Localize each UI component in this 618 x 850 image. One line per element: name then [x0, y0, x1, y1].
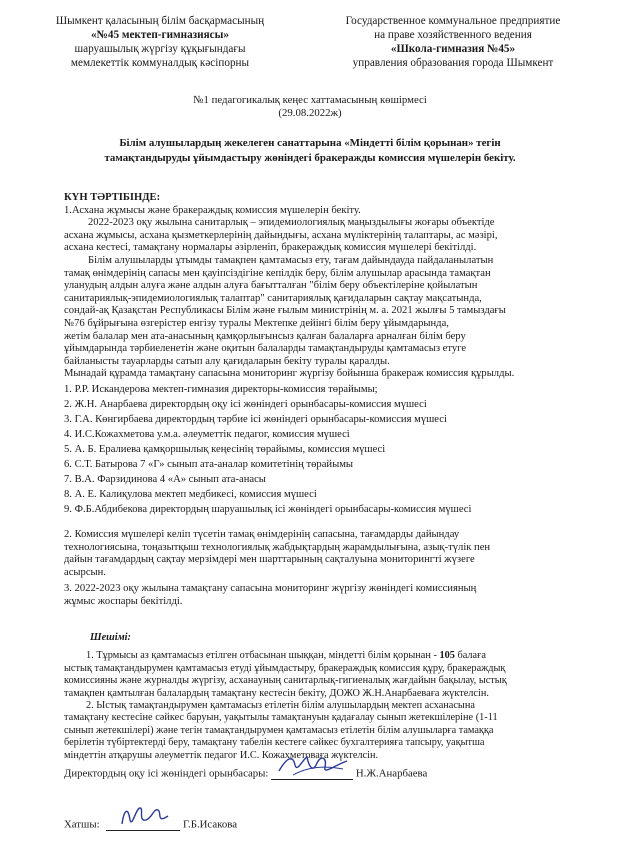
agenda-para-1-l1: 2022-2023 оқу жылына санитарлық – эпидемиологиялық маңыздылығы жоғары объектіде [88, 217, 495, 229]
secretary-name: Г.Б.Исакова [183, 818, 237, 831]
agenda-item-2-l1: 2. Комиссия мүшелері келіп түсетін тамақ өнімдерінің сапасына, тағамдарды дайындау [64, 528, 460, 540]
agenda-item-3 [64, 583, 594, 608]
title-line2: тамақтандыруды ұйымдастыру жөніндегі бракеражды комиссия мүшелерін бекіту. [104, 152, 516, 164]
handwritten-signature-icon [273, 753, 355, 779]
list-item: 2. Ж.Н. Анарбаева директордың оқу ісі жөніндегі орынбасары-комиссия мүшесі [64, 398, 427, 410]
header-right-line1: Государственное коммунальное предприятие [345, 15, 561, 27]
list-item: 1. Р.Р. Искандерова мектеп-гимназия директоры-комиссия төрайымы; [64, 383, 378, 395]
decision-1-l2: ыстық тамақтандырумен қамтамасыз етуді ұйымдастыру, бракераждық комиссия құру, бракераждық [64, 662, 506, 674]
header-right-school-name: «Школа-гимназия №45» [390, 43, 516, 55]
title-line1: Білім алушылардың жекелеген санаттарына «Міндетті білім қорынан» тегін [119, 137, 501, 149]
decision-1-l1 [64, 650, 594, 662]
decision-1-text: 1. Тұрмысы аз қамтамасыз етілген отбасынан шыққан, міндетті білім қорынан - [86, 650, 437, 662]
protocol-line: №1 педагогикалық кеңес хаттамасының көшірмесі [193, 94, 427, 106]
agenda-item-3-l2: жұмыс жоспары бекітілді. [64, 595, 183, 607]
agenda-para-2-l9: байланысты тауарларды сатып алу қағидаларын бекіту туралы қаралды. [64, 355, 390, 367]
list-item: 4. И.С.Кожахметова у.м.а. әлеуметтік педагог, комиссия мүшесі [64, 428, 350, 440]
header-left-school-name: «№45 мектеп-гимназиясы» [91, 29, 229, 41]
agenda-item-2-l3: дайын тағамдардың сақтау мерзімдері мен шарттарының сақталуына мониторингті жүзеге [64, 554, 475, 566]
agenda-para-2-l8: ұйымдарында тәрбиеленетін және оқитын балаларды тамақтандыруды қамтамасыз етуге [64, 343, 467, 355]
decision-2-l4: берілетін түбіртектерді беру, тамақтану табелін кестеге сәйкес бухгалтерияға тапсыру, уақытша [64, 737, 485, 749]
decision-1-l4: тамақпен қамтылған балалардың тамақтану кестесін бекіту, ДОЖО Ж.Н.Анарбаеваға жүктелсін. [64, 687, 489, 699]
protocol-copy [60, 94, 560, 119]
agenda-para-2-l4: санитариялық-эпидемиологиялық талаптар" санитариялық қағидаларын сақтау мақсатында, [64, 292, 482, 304]
agenda-item-2 [64, 529, 594, 579]
decision-heading: Шешімі: [90, 632, 131, 643]
decision-1-count: 105 [439, 650, 455, 662]
decision-section [64, 632, 594, 762]
decision-2-l2: тамақтану кестесіне сәйкес баруын, уақытылы тамақтануын қадағалау сынып жетекшілеріне (1-11 [64, 712, 498, 724]
decision-2-l3: сынып жетекшілері) және тегін тамақтандырумен қамтамасыз етілетін білім алушыларға тамаққа [64, 724, 494, 736]
deputy-name: Н.Ж.Анарбаева [355, 767, 428, 780]
header-left [40, 14, 280, 70]
agenda-para-2-l7: жетім балалар мен ата-анасының қамқорлығынсыз қалған балаларға арналған білім беру [64, 330, 466, 342]
agenda-para-2-l2: тамақ өнімдерінің сапасы мен қауіпсіздігіне кепілдік беру, білім алушылар арасында тамақтан [64, 267, 491, 279]
deputy-signature-row [64, 765, 564, 780]
agenda-para-1-l3: асхана кестесі, тамақтану нормалары әзірленіп, бракераждық комиссия мүшелері бекітілді. [64, 242, 477, 254]
agenda-para-3: Мынадай құрамда тамақтану сапасына мониторинг жүргізу бойынша бракераж комиссия құрылды. [64, 368, 515, 380]
decision-2-l1: 2. Ыстық тамақтандырумен қамтамасыз етілетін білім алушылардың мектеп асханасына [86, 700, 475, 712]
list-item: 9. Ф.Б.Абдибекова директордың шаруашылық ісі жөніндегі орынбасары-комиссия мүшесі [64, 503, 472, 515]
list-item: 7. В.А. Фарзидинова 4 «А» сынып ата-анасы [64, 473, 266, 485]
agenda-item-2-l4: асырсын. [64, 566, 106, 578]
secretary-signature-row [64, 816, 464, 831]
decision-1-l3: комиссияны және журналды жүргізу, асханаyның санитарлық-гигиеналық жағдайын бақылау, ыстық [64, 675, 507, 687]
document-title [30, 136, 590, 166]
header-right [318, 14, 588, 70]
handwritten-signature-icon [116, 802, 176, 830]
protocol-date: (29.08.2022ж) [278, 106, 342, 119]
agenda-section [64, 192, 594, 608]
agenda-para-2-l1: Білім алушыларды ұтымды тамақпен қамтамасыз ету, тағам дайындауда пайдаланылатын [88, 254, 494, 266]
header-right-line4: управления образования города Шымкент [352, 57, 554, 69]
decision-2-l5: міндеттін атқарушы әлеуметтік педагог И.С. Кожахметоваға жүктелсін. [64, 749, 379, 761]
header-left-line3: шаруашылық жүргізу құқығындағы [74, 43, 246, 55]
decision-1-tail: балаға [457, 650, 486, 662]
secretary-label: Хатшы: [64, 818, 100, 831]
list-item: 3. Г.А. Көнгирбаева директордың тәрбие ісі жөніндегі орынбасары-комиссия мүшесі [64, 413, 447, 425]
agenda-para-2-l5: сондай-ақ Қазақстан Республикасы Білім және ғылым министрінің м. а. 2021 жылғы 5 тамыздағы [64, 305, 506, 317]
header-right-line2: на праве хозяйственного ведения [374, 29, 532, 41]
commission-member-list [64, 382, 594, 517]
agenda-para-2-l6: №76 бұйрығына өзгеріcтер енгізу туралы Мектепке дейінгі білім беру ұйымдарында, [64, 317, 449, 329]
agenda-heading: КҮН ТӘРТІБІНДЕ: [64, 192, 161, 203]
secretary-signature [106, 816, 180, 831]
list-item: 5. А. Б. Ералиева қамқоршылық кеңесінің төрайымы, комиссия мүшесі [64, 443, 386, 455]
agenda-item-2-l2: технологиясына, тоңазытқыш технологиялық жабдықтардың жарамдылығына, азық-түлік пен [64, 541, 491, 553]
header-left-line1: Шымкент қаласының білім басқармасының [55, 15, 265, 27]
list-item: 8. А. Е. Калиқулова мектеп медбикесі, комиссия мүшесі [64, 488, 317, 500]
deputy-signature [271, 765, 353, 780]
agenda-item-1: 1.Асхана жұмысы және бракераждық комиссия мүшелерін бекіту. [64, 204, 361, 216]
list-item: 6. С.Т. Батырова 7 «Г» сынып ата-аналар комитетінің төрайымы [64, 458, 354, 470]
deputy-label: Директордың оқу ісі жөніндегі орынбасары: [64, 767, 269, 780]
agenda-para-2-l3: уланудың алдын алуға және алдын алуға бағытталған "білім беру объектілеріне қойылатын [64, 280, 478, 292]
header-left-line4: мемлекеттік коммуналдық кәсіпорны [70, 57, 250, 69]
agenda-para-1-l2: асхана жұмысы, асхана қызметкерлерінің дайындығы, асхана мүліктерінің талаптары, ас мәзірі, [64, 229, 498, 241]
agenda-item-3-l1: 3. 2022-2023 оқу жылына тамақтану сапасына мониторинг жүргізу жөніндегі комиссияның [64, 583, 477, 595]
